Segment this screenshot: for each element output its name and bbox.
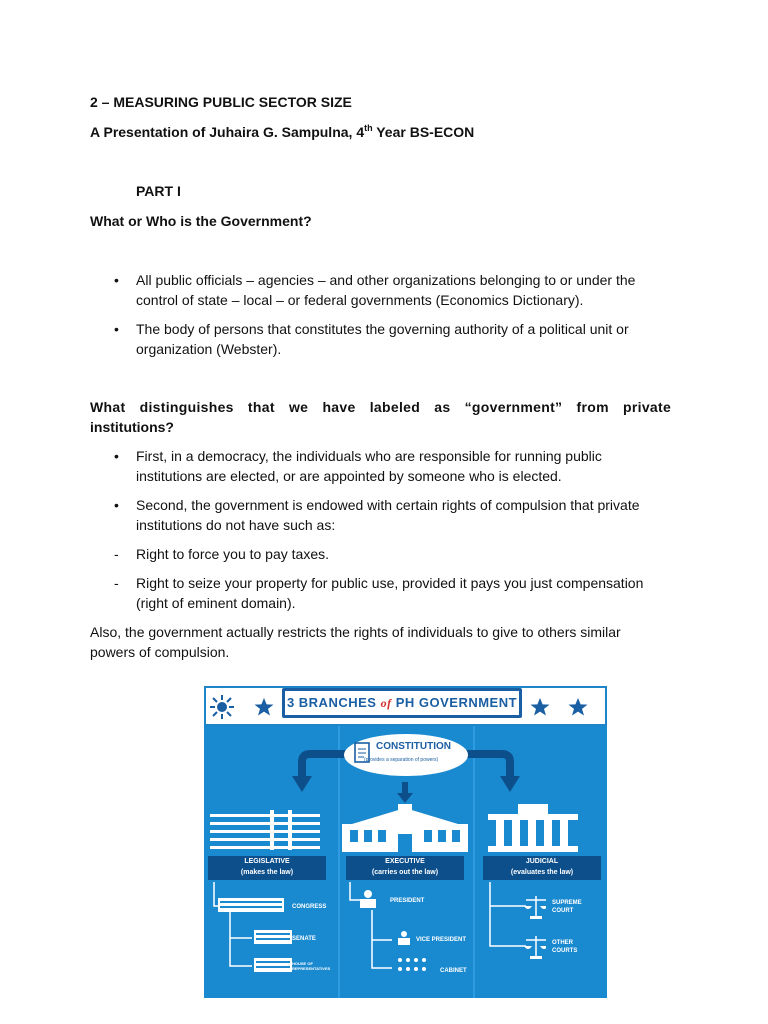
title-of: of bbox=[380, 696, 392, 710]
branch-label-legislative bbox=[208, 856, 326, 880]
vice-president-label: VICE PRESIDENT bbox=[416, 937, 467, 943]
title-part: PH GOVERNMENT bbox=[395, 695, 518, 710]
star-icon bbox=[530, 697, 550, 717]
sun-icon bbox=[210, 695, 234, 719]
legislative-tree bbox=[210, 882, 294, 982]
dash-line: (right of eminent domain). bbox=[136, 595, 296, 611]
bullet-line: All public officials – agencies – and other organizations belonging to or under the bbox=[136, 272, 636, 288]
bullet-line: control of state – local – or federal governments (Economics Dictionary). bbox=[136, 292, 584, 308]
presentation-suffix: Year BS-ECON bbox=[372, 124, 475, 140]
branch-desc: (carries out the law) bbox=[371, 869, 439, 876]
infographic-title-box bbox=[282, 688, 522, 718]
branch-desc: (makes the law) bbox=[240, 869, 294, 876]
branches-infographic bbox=[204, 686, 607, 998]
house-label: HOUSE OF bbox=[292, 961, 313, 966]
star-icon bbox=[568, 697, 588, 717]
bullet-line: institutions are elected, or are appointed by someone who is elected. bbox=[136, 468, 562, 484]
court-label: COURT bbox=[552, 908, 574, 914]
closing-line: powers of compulsion. bbox=[90, 644, 230, 660]
president-label: PRESIDENT bbox=[390, 898, 425, 904]
presentation-line bbox=[90, 122, 474, 142]
star-icon bbox=[254, 697, 274, 717]
judicial-tree bbox=[486, 882, 546, 962]
supreme-label: SUPREME bbox=[552, 900, 582, 906]
dash-marker: - bbox=[114, 575, 119, 591]
bullet-marker: • bbox=[114, 272, 119, 288]
document-heading: 2 – MEASURING PUBLIC SECTOR SIZE bbox=[90, 94, 352, 110]
branch-label-judicial bbox=[483, 856, 601, 880]
legislative-building-icon bbox=[210, 810, 320, 854]
bullet-line: The body of persons that constitutes the governing authority of a political unit or bbox=[136, 321, 629, 337]
branch-name: LEGISLATIVE bbox=[244, 858, 290, 865]
infographic-title bbox=[287, 695, 517, 710]
representatives-label: REPRESENTATIVES bbox=[292, 966, 331, 971]
branch-label-executive bbox=[346, 856, 464, 880]
arrow-right-icon bbox=[462, 748, 522, 794]
branch-name: EXECUTIVE bbox=[385, 858, 425, 865]
bullet-line: organization (Webster). bbox=[136, 341, 282, 357]
bullet-marker: • bbox=[114, 321, 119, 337]
question-heading-2-cont: institutions? bbox=[90, 419, 174, 435]
dash-line: Right to force you to pay taxes. bbox=[136, 546, 329, 562]
executive-tree bbox=[346, 882, 446, 982]
presentation-prefix: A Presentation of Juhaira G. Sampulna, 4 bbox=[90, 124, 365, 140]
senate-label: SENATE bbox=[292, 936, 316, 942]
title-part: 3 BRANCHES bbox=[286, 695, 377, 710]
arrow-down-icon bbox=[397, 782, 413, 804]
constitution-subtitle: (provides a separation of powers) bbox=[364, 757, 439, 763]
closing-line: Also, the government actually restricts the rights of individuals to give to others similar bbox=[90, 624, 621, 640]
dash-line: Right to seize your property for public use, provided it pays you just compensation bbox=[136, 575, 644, 591]
congress-label: CONGRESS bbox=[292, 904, 327, 910]
dash-marker: - bbox=[114, 546, 119, 562]
bullet-marker: • bbox=[114, 497, 119, 513]
bullet-marker: • bbox=[114, 448, 119, 464]
bullet-line: institutions do not have such as: bbox=[136, 517, 336, 533]
constitution-title: CONSTITUTION bbox=[376, 741, 451, 752]
executive-building-icon bbox=[342, 804, 468, 854]
part-label: PART I bbox=[136, 183, 181, 199]
courts-label: COURTS bbox=[552, 948, 578, 954]
arrow-left-icon bbox=[290, 748, 350, 794]
bullet-line: Second, the government is endowed with certain rights of compulsion that private bbox=[136, 497, 640, 513]
other-label: OTHER bbox=[552, 940, 573, 946]
branch-desc: (evaluates the law) bbox=[510, 869, 574, 876]
bullet-line: First, in a democracy, the individuals who are responsible for running public bbox=[136, 448, 602, 464]
question-heading-1: What or Who is the Government? bbox=[90, 213, 312, 229]
presentation-sup: th bbox=[364, 123, 373, 133]
cabinet-label: CABINET bbox=[440, 968, 467, 974]
branch-name: JUDICIAL bbox=[525, 858, 559, 865]
judicial-building-icon bbox=[488, 804, 578, 854]
question-heading-2: What distinguishes that we have labeled as “government” from private bbox=[90, 399, 672, 415]
